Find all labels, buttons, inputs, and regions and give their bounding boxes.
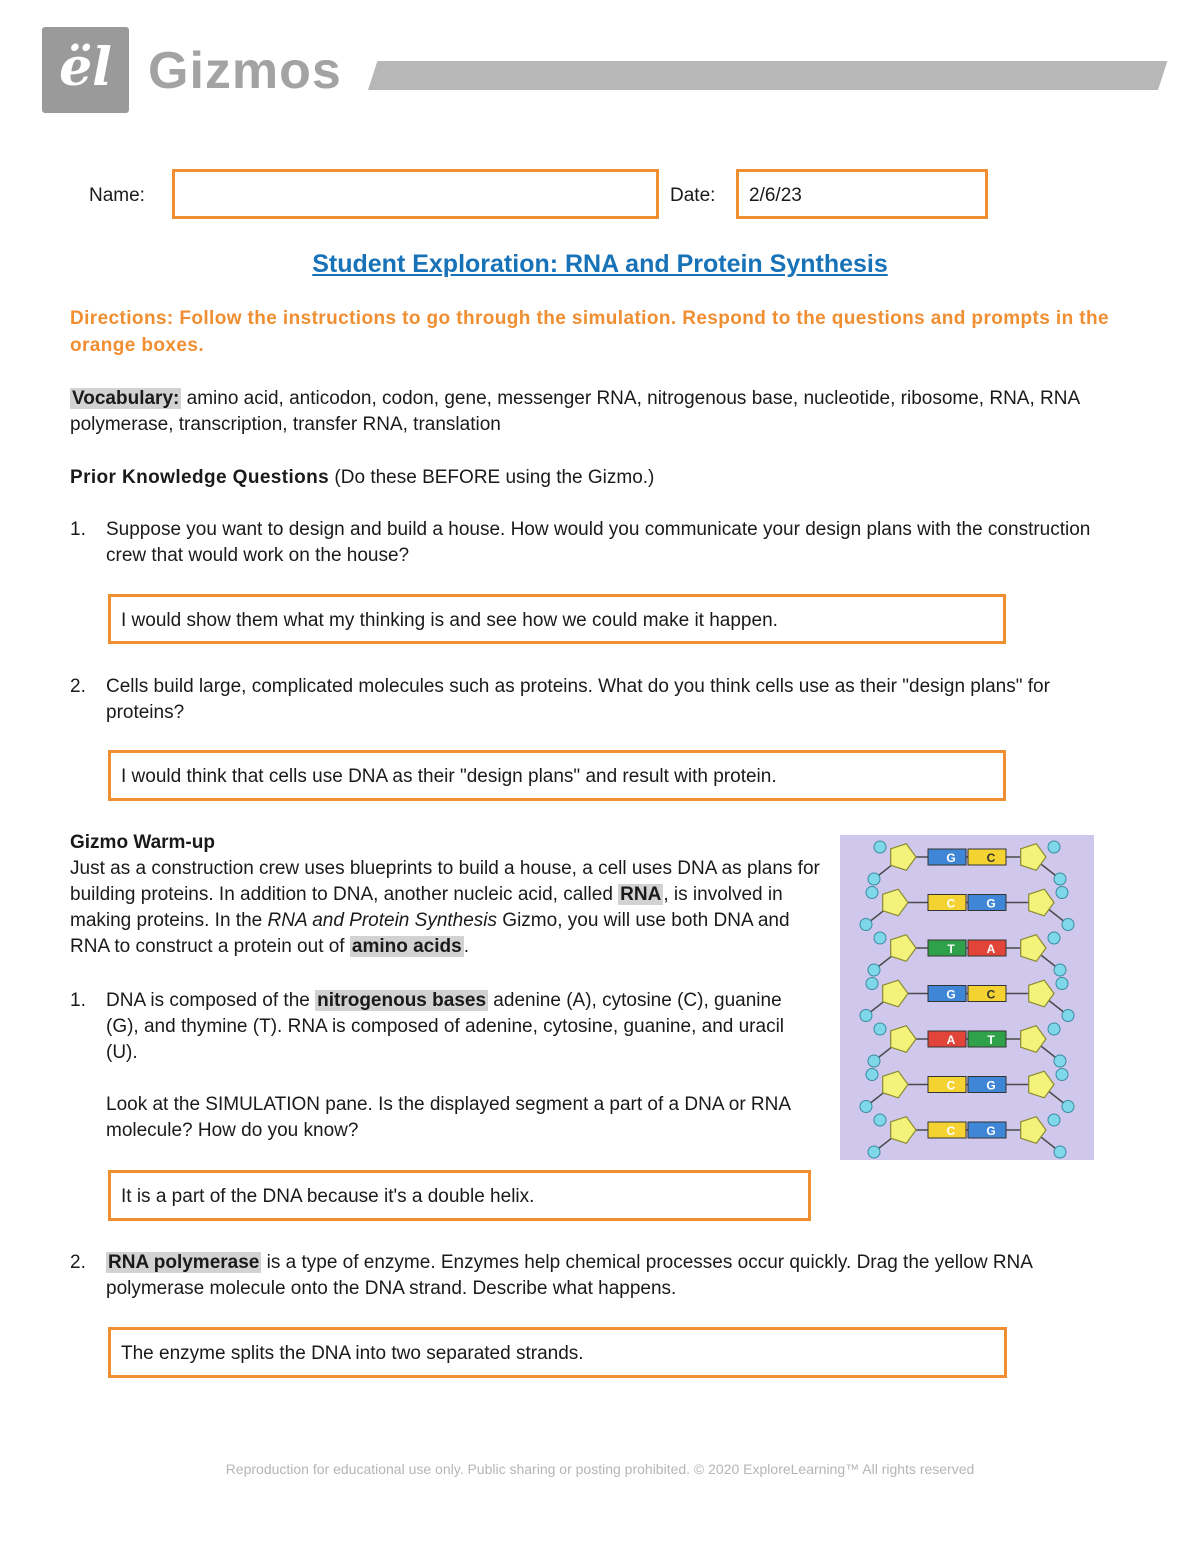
- vocabulary-list: amino acid, anticodon, codon, gene, messenger RNA, nitrogenous base, nucleotide, ribosome, RNA, RNA polymerase, transcription, transfer RNA, translation: [70, 388, 1080, 435]
- date-value: 2/6/23: [749, 185, 802, 206]
- prior-question-1: [70, 517, 1120, 569]
- answer-box-warmup-1[interactable]: [108, 1170, 811, 1221]
- question-number: 1.: [70, 519, 86, 540]
- intro-text: .: [463, 936, 469, 957]
- base-letter-right: G: [986, 896, 996, 911]
- question-part: adenine (A), cytosine (C), guanine (G), and thymine (T). RNA is composed of adenine, cytosine, guanine, and uracil (U).: [106, 990, 785, 1063]
- base-letter-right: A: [986, 942, 996, 956]
- phosphate-right: [1054, 964, 1066, 976]
- phosphate-right: [1062, 1101, 1074, 1113]
- warmup-heading: Gizmo Warm-up: [70, 832, 215, 853]
- base-letter-right: C: [986, 851, 996, 865]
- dna-segment-image: [840, 835, 1094, 1160]
- phosphate-left: [868, 873, 880, 885]
- question-text: Suppose you want to design and build a house. How would you communicate your design plans with the construction crew that would work on the house?: [106, 519, 1091, 566]
- answer-box-warmup-2[interactable]: [108, 1327, 1007, 1378]
- explorelearning-logo: [42, 27, 129, 113]
- phosphate-left: [860, 1101, 872, 1113]
- name-label: Name:: [89, 185, 145, 206]
- base-letter-left: C: [946, 1124, 956, 1138]
- phosphate-right: [1054, 1146, 1066, 1158]
- phosphate-left: [868, 964, 880, 976]
- warmup-intro: [70, 856, 822, 960]
- page-title: Student Exploration: RNA and Protein Synthesis: [312, 250, 888, 278]
- name-value: [175, 172, 656, 192]
- date-label: Date:: [670, 185, 716, 206]
- phosphate-right: [1056, 978, 1068, 990]
- question-number: 2.: [70, 1252, 86, 1273]
- amino-acids-term: amino acids: [351, 936, 462, 957]
- question-text: [106, 1250, 1116, 1302]
- base-letter-left: A: [946, 1033, 956, 1047]
- date-field[interactable]: [736, 169, 988, 219]
- base-letter-left: G: [946, 851, 956, 865]
- answer-text: The enzyme splits the DNA into two separated strands.: [121, 1343, 584, 1364]
- intro-text: Gizmo, you will use both DNA and RNA to construct a protein out of: [70, 910, 790, 957]
- header-bar: [368, 61, 1167, 90]
- prior-knowledge-heading-line: [70, 465, 1120, 491]
- question-number: 2.: [70, 676, 86, 697]
- prior-question-2: [70, 674, 1120, 726]
- gizmo-name: RNA and Protein Synthesis: [267, 910, 498, 931]
- vocabulary: [70, 386, 1120, 438]
- base-letter-right: G: [986, 1124, 996, 1138]
- phosphate-left: [860, 919, 872, 931]
- phosphate-left: [866, 887, 878, 899]
- phosphate-right: [1062, 1010, 1074, 1022]
- base-letter-left: C: [946, 1078, 956, 1093]
- question-text: Cells build large, complicated molecules such as proteins. What do you think cells use as their "design plans" for proteins?: [106, 676, 1050, 723]
- phosphate-left: [868, 1055, 880, 1067]
- name-field[interactable]: [172, 169, 659, 219]
- phosphate-left: [860, 1010, 872, 1022]
- answer-box-prior-2[interactable]: [108, 750, 1006, 801]
- answer-box-prior-1[interactable]: [108, 594, 1006, 644]
- phosphate-right: [1048, 1114, 1060, 1126]
- answer-text: I would show them what my thinking is and see how we could make it happen.: [121, 610, 778, 631]
- phosphate-left: [874, 932, 886, 944]
- warmup-question-2: [70, 1250, 1120, 1302]
- question-text: [106, 988, 814, 1144]
- phosphate-left: [868, 1146, 880, 1158]
- phosphate-right: [1056, 1069, 1068, 1081]
- warmup-question-1: [70, 988, 820, 1141]
- phosphate-left: [874, 841, 886, 853]
- nitrogenous-bases-term: nitrogenous bases: [317, 990, 487, 1011]
- phosphate-right: [1054, 873, 1066, 885]
- phosphate-right: [1062, 919, 1074, 931]
- base-letter-right: G: [986, 1078, 996, 1093]
- question-number: 1.: [70, 990, 86, 1011]
- vocabulary-label: Vocabulary:: [72, 388, 180, 409]
- phosphate-right: [1056, 887, 1068, 899]
- phosphate-right: [1054, 1055, 1066, 1067]
- base-letter-left: C: [946, 896, 956, 911]
- phosphate-left: [874, 1114, 886, 1126]
- prior-knowledge-note: (Do these BEFORE using the Gizmo.): [329, 467, 655, 488]
- answer-text: It is a part of the DNA because it's a double helix.: [121, 1186, 535, 1207]
- phosphate-left: [866, 1069, 878, 1081]
- question-part: DNA is composed of the: [106, 990, 316, 1011]
- rna-term: RNA: [620, 884, 662, 905]
- base-letter-left: T: [947, 942, 955, 956]
- logo-glyph: ël: [59, 37, 112, 98]
- phosphate-right: [1048, 932, 1060, 944]
- phosphate-right: [1048, 841, 1060, 853]
- phosphate-right: [1048, 1023, 1060, 1035]
- question-prompt: Look at the SIMULATION pane. Is the displayed segment a part of a DNA or RNA molecule? How do you know?: [106, 1094, 790, 1141]
- phosphate-left: [866, 978, 878, 990]
- base-letter-right: T: [987, 1033, 995, 1047]
- footer-notice: Reproduction for educational use only. Public sharing or posting prohibited. © 2020 ExploreLearning™ All rights reserved: [225, 1461, 975, 1477]
- prior-knowledge-heading: Prior Knowledge Questions: [70, 467, 330, 488]
- rna-polymerase-term: RNA polymerase: [108, 1252, 260, 1273]
- intro-text: , is involved in making proteins. In the: [70, 884, 783, 931]
- answer-text: I would think that cells use DNA as their "design plans" and result with protein.: [121, 766, 777, 787]
- phosphate-left: [874, 1023, 886, 1035]
- directions-text: Directions: Follow the instructions to go through the simulation. Respond to the questions and prompts in the orange boxes.: [70, 308, 1109, 356]
- brand-name: Gizmos: [148, 42, 342, 100]
- question-part: is a type of enzyme. Enzymes help chemical processes occur quickly. Drag the yellow RNA polymerase molecule onto the DNA strand. Describe what happens.: [106, 1252, 1032, 1299]
- base-letter-right: C: [986, 987, 996, 1002]
- intro-text: Just as a construction crew uses blueprints to build a house, a cell uses DNA as plans for building proteins. In addition to DNA, another nucleic acid, called: [70, 858, 820, 905]
- base-letter-left: G: [946, 987, 956, 1002]
